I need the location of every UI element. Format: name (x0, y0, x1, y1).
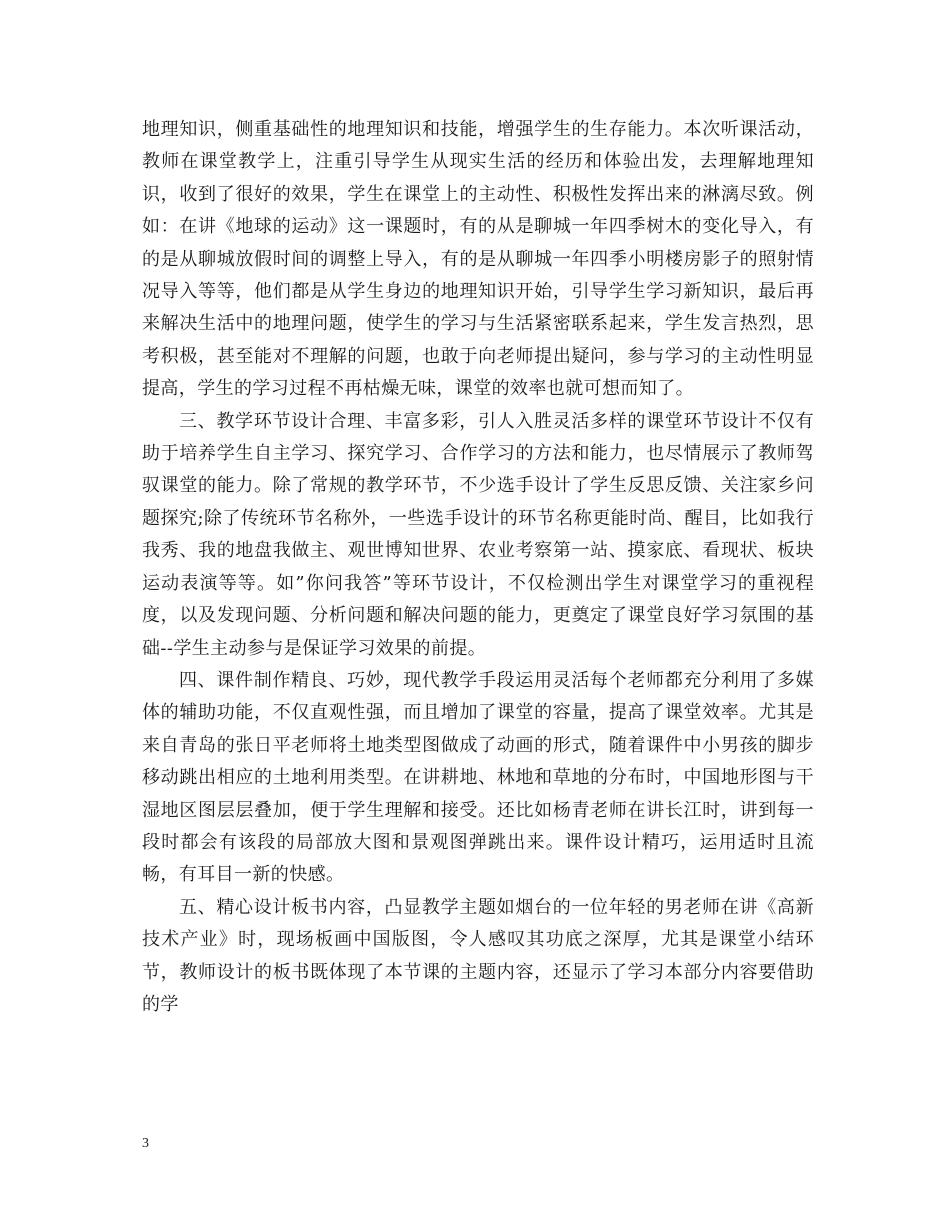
paragraph-courseware: 四、课件制作精良、巧妙，现代教学手段运用灵活每个老师都充分利用了多媒体的辅助功能，不仅直观性强，而且增加了课堂的容量，提高了课堂效率。尤其是来自青岛的张日平老师将土地类型图做成了动画的形式，随着课件中小男孩的脚步移动跳出相应的土地利用类型。在讲耕地、林地和草地的分布时，中国地形图与干湿地区图层层叠加，便于学生理解和接受。还比如杨青老师在讲长江时，讲到每一段时都会有该段的局部放大图和景观图弹跳出来。课件设计精巧，运用适时且流畅，有耳目一新的快感。 (142, 669, 814, 886)
paragraph-teaching-steps: 三、教学环节设计合理、丰富多彩，引人入胜灵活多样的课堂环节设计不仅有助于培养学生自主学习、探究学习、合作学习的方法和能力，也尽情展示了教师驾驭课堂的能力。除了常规的教学环节，不少选手设计了学生反思反馈、关注家乡问题探究;除了传统环节名称外，一些选手设计的环节名称更能时尚、醒目，比如我行我秀、我的地盘我做主、观世博知世界、农业考察第一站、摸家底、看现状、板块运动表演等等。如”你问我答”等环节设计，不仅检测出学生对课堂学习的重视程度，以及发现问题、分析问题和解决问题的能力，更奠定了课堂良好学习氛围的基础--学生主动参与是保证学习效果的前提。 (142, 410, 814, 659)
paragraph-blackboard: 五、精心设计板书内容，凸显教学主题如烟台的一位年轻的男老师在讲《高新技术产业》时，现场板画中国版图，令人感叹其功底之深厚，尤其是课堂小结环节，教师设计的板书既体现了本节课的主题内容，还显示了学习本部分内容要借助的学 (142, 896, 814, 1015)
paragraph-geography-knowledge: 地理知识，侧重基础性的地理知识和技能，增强学生的生存能力。本次听课活动，教师在课堂教学上，注重引导学生从现实生活的经历和体验出发，去理解地理知识，收到了很好的效果，学生在课堂上的主动性、积极性发挥出来的淋漓尽致。例如：在讲《地球的运动》这一课题时，有的从是聊城一年四季树木的变化导入，有的是从聊城放假时间的调整上导入，有的是从聊城一年四季小明楼房影子的照射情况导入等等，他们都是从学生身边的地理知识开始，引导学生学习新知识，最后再来解决生活中的地理问题，使学生的学习与生活紧密联系起来，学生发言热烈，思考积极，甚至能对不理解的问题，也敢于向老师提出疑问，参与学习的主动性明显提高，学生的学习过程不再枯燥无味，课堂的效率也就可想而知了。 (142, 119, 814, 400)
document-body (142, 114, 814, 1021)
page-number: 3 (142, 1136, 149, 1151)
